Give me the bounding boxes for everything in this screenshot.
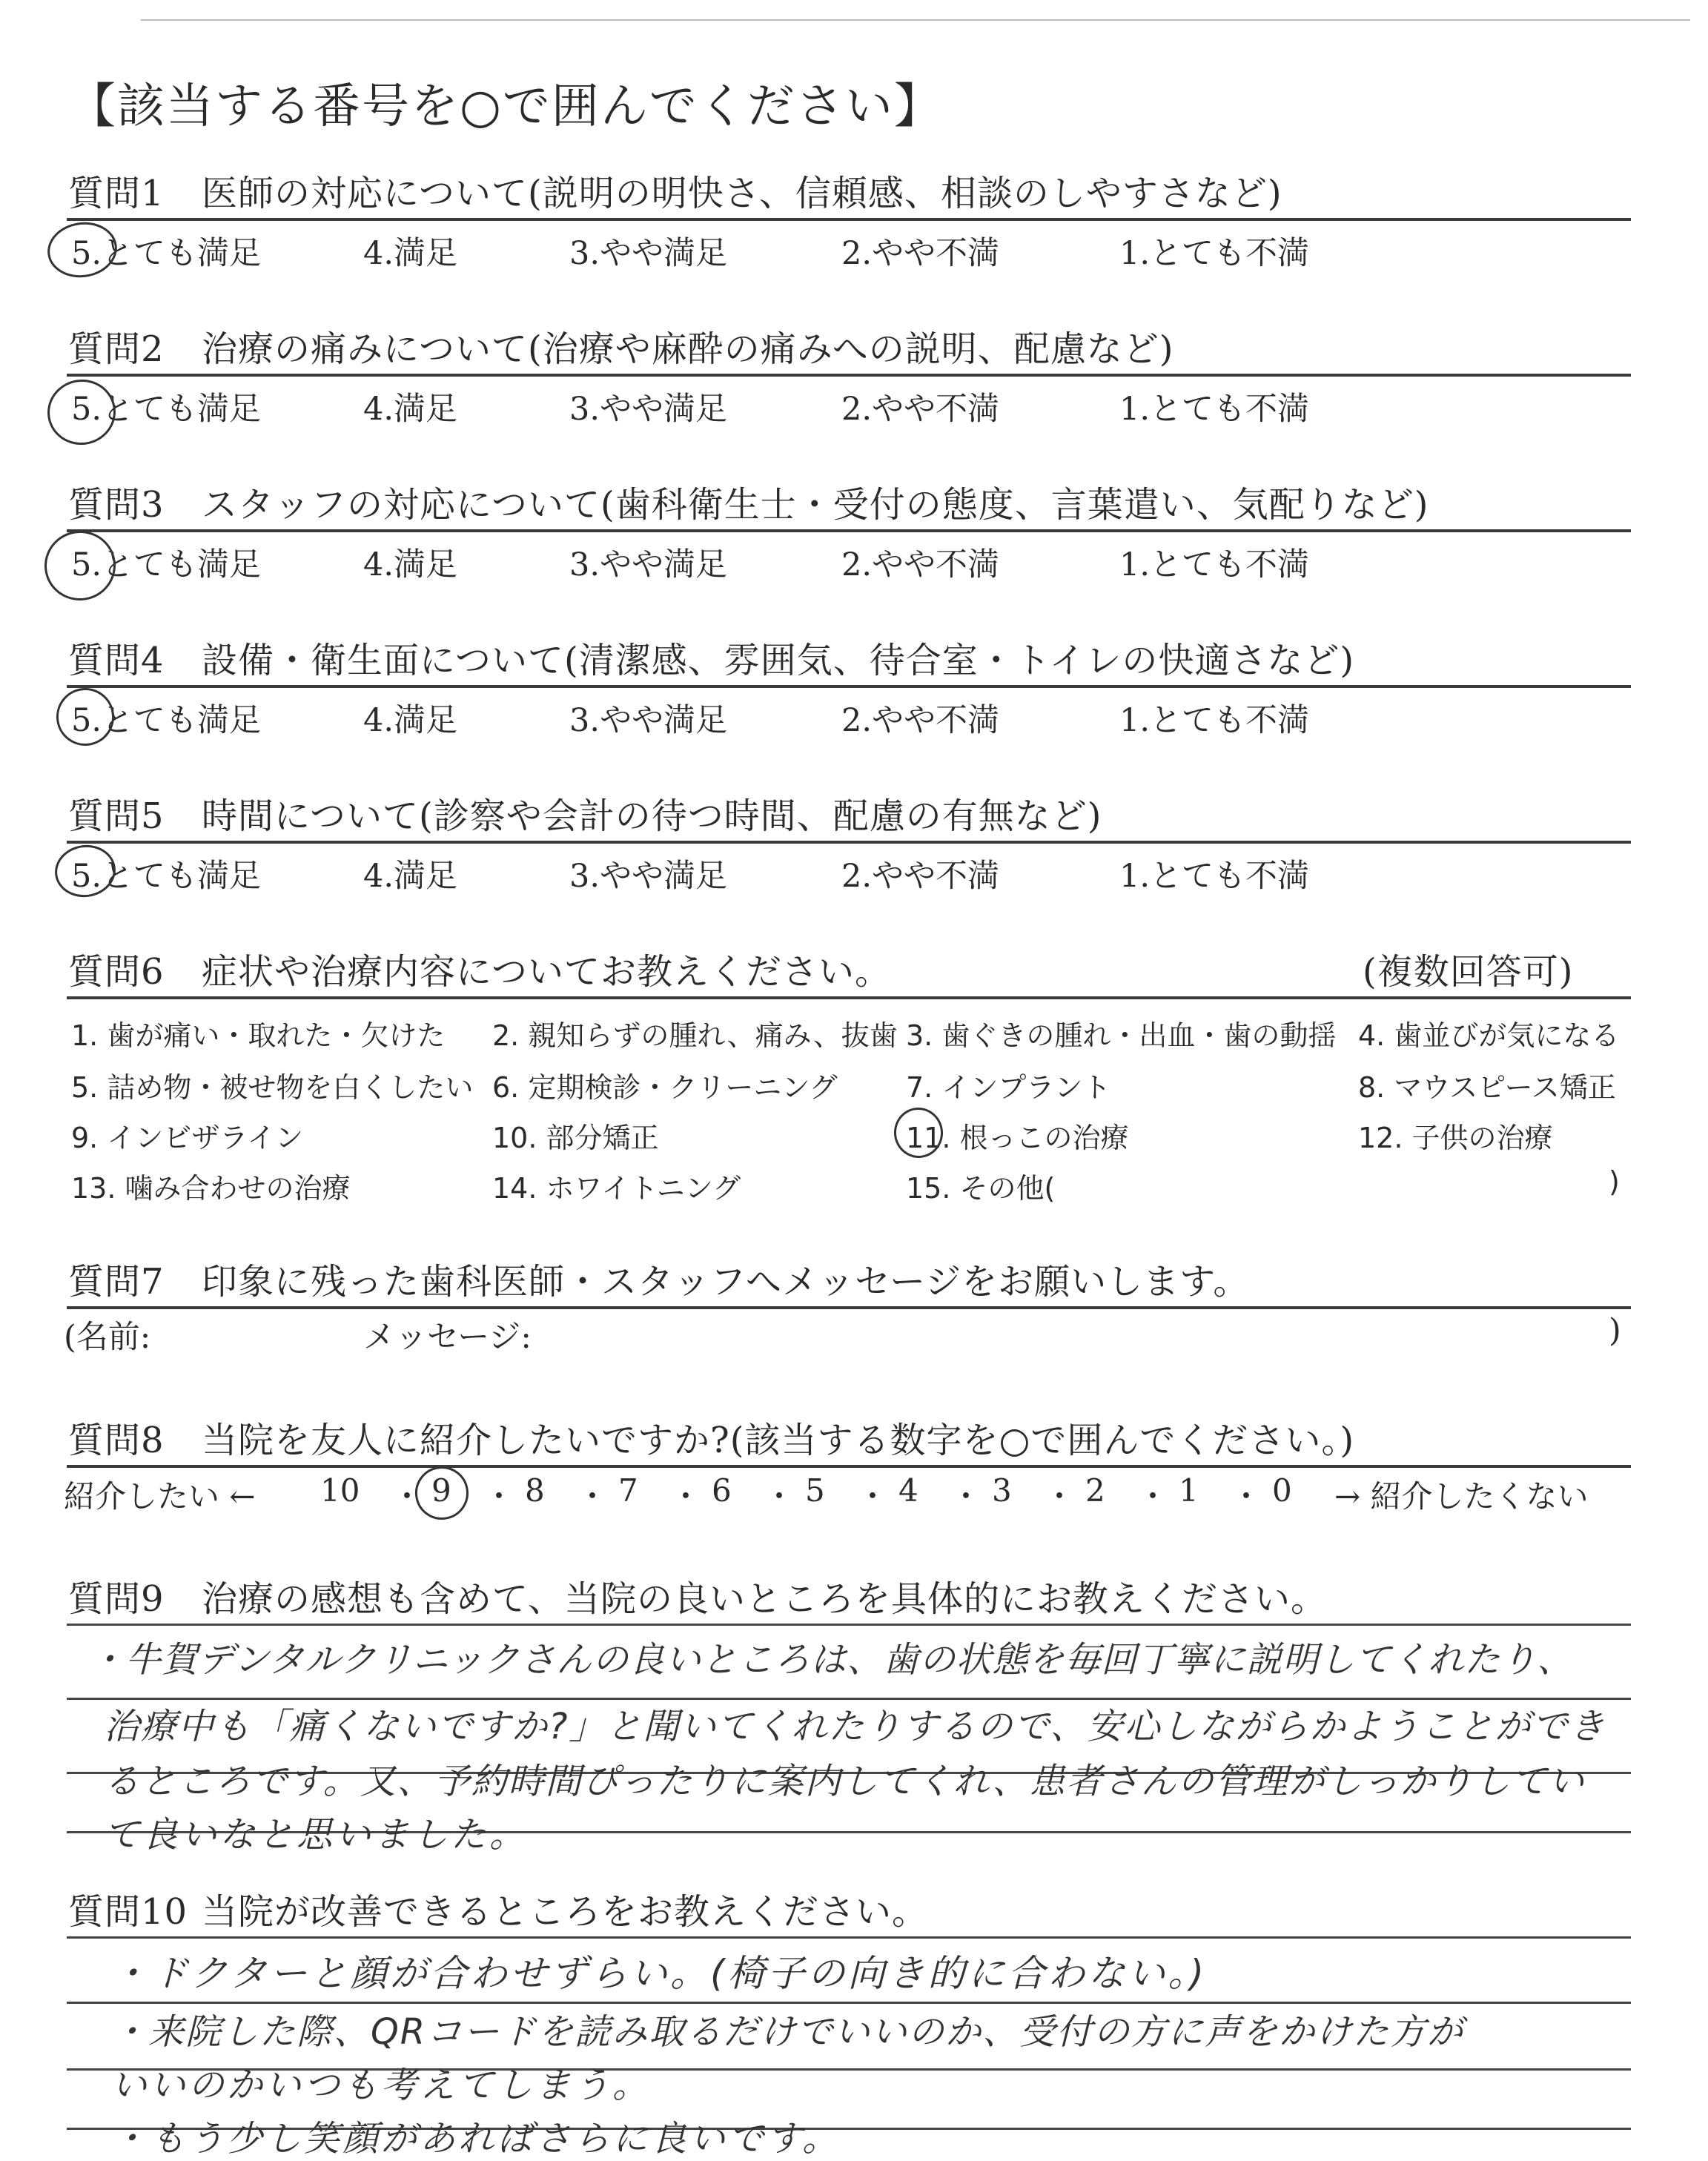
q8-scale-6[interactable]: 6 xyxy=(712,1472,732,1509)
q8-dot: ・ xyxy=(1044,1478,1076,1515)
q7-close-paren: ) xyxy=(1609,1312,1621,1349)
q3-label: 質問3 xyxy=(68,484,165,526)
q10-answer-line-1: ・ドクターと顔が合わせずらい。(椅子の向き的に合わない。) xyxy=(111,1952,1208,1995)
q6-option-6[interactable]: 6. 定期検診・クリーニング xyxy=(492,1071,838,1104)
q10-text: 当院が改善できるところをお教えください。 xyxy=(202,1891,929,1933)
q1-label: 質問1 xyxy=(68,173,165,214)
q7-name-label: (名前: xyxy=(64,1319,151,1356)
q1-text: 医師の対応について(説明の明快さ、信頼感、相談のしやすさなど) xyxy=(202,173,1282,214)
q1-option-2[interactable]: 2.やや不満 xyxy=(841,235,1000,272)
q4-label: 質問4 xyxy=(68,640,165,681)
q8-scale-8[interactable]: 8 xyxy=(525,1472,545,1509)
q10-answer-line-3: いいのかいつも考えてしまう。 xyxy=(111,2065,652,2106)
q5-rule xyxy=(67,841,1631,844)
q2-option-3[interactable]: 3.やや満足 xyxy=(569,391,728,428)
scan-edge-line xyxy=(141,19,1690,21)
q8-left-label: 紹介したい ← xyxy=(64,1478,256,1515)
q6-option-9[interactable]: 9. インビザライン xyxy=(71,1122,304,1154)
q7-message-label: メッセージ: xyxy=(363,1319,532,1356)
q4-option-4[interactable]: 4.満足 xyxy=(363,702,458,739)
q8-label: 質問8 xyxy=(68,1420,165,1461)
q3-option-1[interactable]: 1.とても不満 xyxy=(1119,546,1310,583)
q6-note: (複数回答可) xyxy=(1363,951,1574,993)
q4-option-5[interactable]: 5.とても満足 xyxy=(71,702,262,739)
q8-dot: ・ xyxy=(577,1478,609,1515)
q8-scale-3[interactable]: 3 xyxy=(992,1472,1012,1509)
q9-answer-line-1: ・牛賀デンタルクリニックさんの良いところは、歯の状態を毎回丁寧に説明してくれたり、 xyxy=(89,1639,1574,1681)
q9-line-1 xyxy=(67,1624,1631,1626)
q5-label: 質問5 xyxy=(68,795,165,837)
q2-text: 治療の痛みについて(治療や麻酔の痛みへの説明、配慮など) xyxy=(202,328,1174,370)
q1-rule xyxy=(67,218,1631,221)
q8-dot: ・ xyxy=(950,1478,982,1515)
q2-option-2[interactable]: 2.やや不満 xyxy=(841,391,1000,428)
q7-label: 質問7 xyxy=(68,1261,165,1303)
q6-option-15[interactable]: 15. その他( xyxy=(906,1172,1056,1205)
q6-option-4[interactable]: 4. 歯並びが気になる xyxy=(1358,1019,1620,1052)
q8-dot: ・ xyxy=(1231,1478,1262,1515)
q8-scale-1[interactable]: 1 xyxy=(1179,1472,1199,1509)
q2-label: 質問2 xyxy=(68,328,165,370)
q4-rule xyxy=(67,685,1631,688)
q5-option-5[interactable]: 5.とても満足 xyxy=(71,858,262,895)
q9-answer-line-2: 治療中も「痛くないですか?」と聞いてくれたりするので、安心しながらかようことができ xyxy=(104,1706,1606,1747)
q8-dot: ・ xyxy=(1137,1478,1169,1515)
q6-rule xyxy=(67,996,1631,999)
q3-option-5[interactable]: 5.とても満足 xyxy=(71,546,262,583)
q6-other-close-paren: ) xyxy=(1609,1165,1620,1198)
q6-option-12[interactable]: 12. 子供の治療 xyxy=(1358,1122,1553,1154)
q4-option-1[interactable]: 1.とても不満 xyxy=(1119,702,1310,739)
q8-rule xyxy=(67,1465,1631,1468)
q4-option-3[interactable]: 3.やや満足 xyxy=(569,702,728,739)
instruction-heading: 【該当する番号を○で囲んでください】 xyxy=(68,79,943,134)
q6-option-8[interactable]: 8. マウスピース矯正 xyxy=(1358,1071,1616,1104)
q8-scale-10[interactable]: 10 xyxy=(320,1472,360,1509)
q6-option-3[interactable]: 3. 歯ぐきの腫れ・出血・歯の動揺 xyxy=(906,1019,1337,1052)
q3-option-2[interactable]: 2.やや不満 xyxy=(841,546,1000,583)
q3-option-4[interactable]: 4.満足 xyxy=(363,546,458,583)
q8-dot: ・ xyxy=(670,1478,702,1515)
q8-scale-4[interactable]: 4 xyxy=(898,1472,918,1509)
q2-option-1[interactable]: 1.とても不満 xyxy=(1119,391,1310,428)
q5-text: 時間について(診察や会計の待つ時間、配慮の有無など) xyxy=(202,795,1102,837)
q6-option-13[interactable]: 13. 噛み合わせの治療 xyxy=(71,1172,351,1205)
q8-dot: ・ xyxy=(391,1478,423,1515)
q8-scale-7[interactable]: 7 xyxy=(618,1472,638,1509)
q7-text: 印象に残った歯科医師・スタッフへメッセージをお願いします。 xyxy=(202,1261,1250,1303)
q3-option-3[interactable]: 3.やや満足 xyxy=(569,546,728,583)
q8-scale-2[interactable]: 2 xyxy=(1085,1472,1105,1509)
q6-text: 症状や治療内容についてお教えください。 xyxy=(202,951,892,993)
q6-option-10[interactable]: 10. 部分矯正 xyxy=(492,1122,659,1154)
q1-option-5[interactable]: 5.とても満足 xyxy=(71,235,262,272)
q6-option-11[interactable]: 11. 根っこの治療 xyxy=(906,1122,1129,1154)
q6-option-1[interactable]: 1. 歯が痛い・取れた・欠けた xyxy=(71,1019,446,1052)
q2-option-4[interactable]: 4.満足 xyxy=(363,391,458,428)
q6-option-5[interactable]: 5. 詰め物・被せ物を白くしたい xyxy=(71,1071,474,1104)
q8-dot: ・ xyxy=(483,1478,515,1515)
q10-answer-line-2: ・来院した際、QRコードを読み取るだけでいいのか、受付の方に声をかけた方が xyxy=(111,2011,1465,2053)
q8-scale-0[interactable]: 0 xyxy=(1272,1472,1292,1509)
q6-option-2[interactable]: 2. 親知らずの腫れ、痛み、抜歯 xyxy=(492,1019,898,1052)
q1-option-3[interactable]: 3.やや満足 xyxy=(569,235,728,272)
q5-option-2[interactable]: 2.やや不満 xyxy=(841,858,1000,895)
q10-line-1 xyxy=(67,1936,1631,1939)
q8-text: 当院を友人に紹介したいですか?(該当する数字を○で囲んでください。) xyxy=(202,1420,1355,1461)
q10-answer-line-4: ・もう少し笑顔があればさらに良いです。 xyxy=(111,2118,841,2160)
q6-option-7[interactable]: 7. インプラント xyxy=(906,1071,1111,1104)
q9-label: 質問9 xyxy=(68,1578,165,1620)
q2-rule xyxy=(67,374,1631,377)
q8-scale-9[interactable]: 9 xyxy=(431,1472,451,1509)
q2-option-5[interactable]: 5.とても満足 xyxy=(71,391,262,428)
q4-option-2[interactable]: 2.やや不満 xyxy=(841,702,1000,739)
q9-answer-line-3: るところです。又、予約時間ぴったりに案内してくれ、患者さんの管理がしっかりしてい xyxy=(104,1761,1586,1802)
q4-text: 設備・衛生面について(清潔感、雰囲気、待合室・トイレの快適さなど) xyxy=(202,640,1355,681)
q8-scale-5[interactable]: 5 xyxy=(805,1472,825,1509)
q1-option-1[interactable]: 1.とても不満 xyxy=(1119,235,1310,272)
q8-dot: ・ xyxy=(764,1478,795,1515)
q3-selection-circle xyxy=(40,526,120,605)
q3-text: スタッフの対応について(歯科衛生士・受付の態度、言葉遣い、気配りなど) xyxy=(202,484,1429,526)
q9-text: 治療の感想も含めて、当院の良いところを具体的にお教えください。 xyxy=(202,1578,1328,1620)
q5-option-4[interactable]: 4.満足 xyxy=(363,858,458,895)
q8-dot: ・ xyxy=(857,1478,889,1515)
q1-option-4[interactable]: 4.満足 xyxy=(363,235,458,272)
q6-option-14[interactable]: 14. ホワイトニング xyxy=(492,1172,741,1205)
q5-option-1[interactable]: 1.とても不満 xyxy=(1119,858,1310,895)
q5-option-3[interactable]: 3.やや満足 xyxy=(569,858,728,895)
q3-rule xyxy=(67,529,1631,532)
q9-answer-line-4: て良いなと思いました。 xyxy=(104,1814,529,1856)
q10-label: 質問10 xyxy=(68,1891,188,1933)
q6-label: 質問6 xyxy=(68,951,165,993)
q7-rule xyxy=(67,1306,1631,1309)
q8-right-label: → 紹介したくない xyxy=(1334,1478,1589,1515)
